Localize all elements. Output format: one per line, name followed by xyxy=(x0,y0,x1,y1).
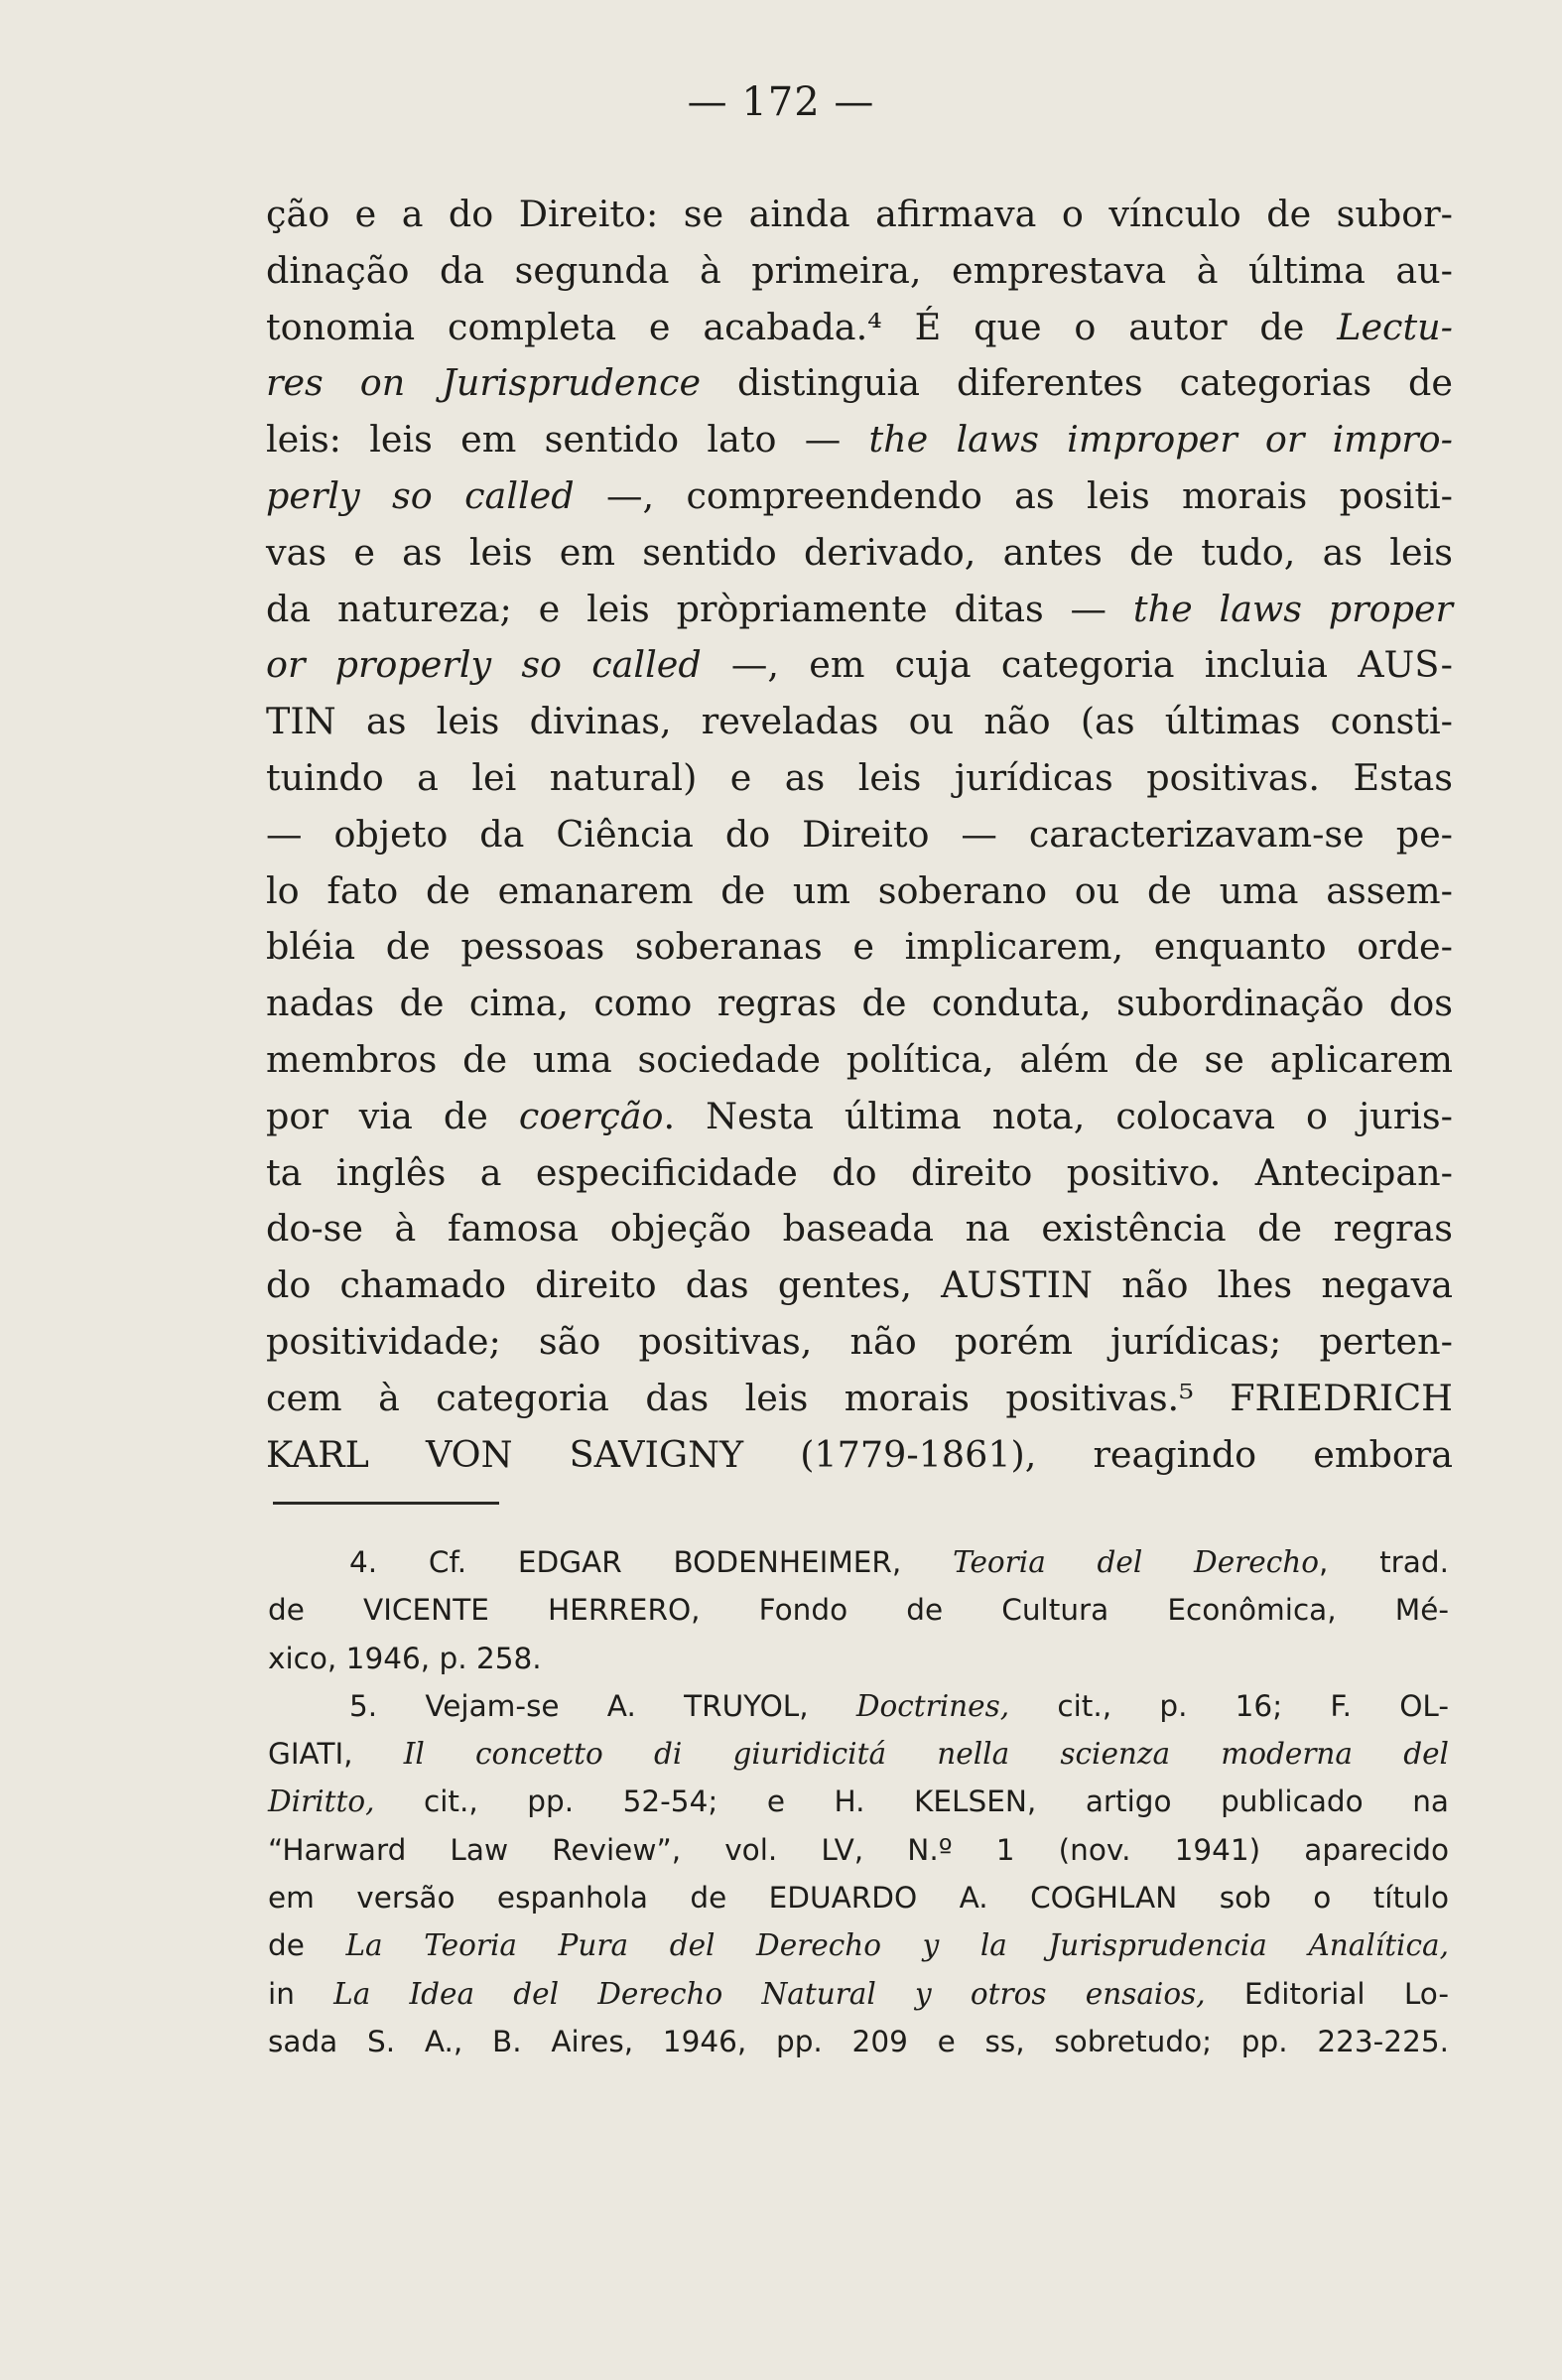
footnotes xyxy=(268,1538,1449,2065)
footnote-5-line: 5. Vejam-se A. TRUYOL, Doctrines, cit., p. 16; F. OL- xyxy=(349,1688,1449,1723)
body-line: res on Jurisprudence distinguia diferentes categorias de xyxy=(266,361,1454,405)
body-line: dinação da segunda à primeira, emprestava à última au- xyxy=(266,248,1453,292)
body-line: cem à categoria das leis morais positivas.⁵ FRIEDRICH xyxy=(266,1376,1453,1419)
body-line: ta inglês a especificidade do direito positivo. Antecipan- xyxy=(266,1150,1453,1194)
body-line: bléia de pessoas soberanas e implicarem, enquanto orde- xyxy=(266,925,1453,969)
footnote-5-line: sada S. A., B. Aires, 1946, pp. 209 e ss, sobretudo; pp. 223-225. xyxy=(268,2024,1449,2058)
footnote-5-line: “Harward Law Review”, vol. LV, N.º 1 (nov. 1941) aparecido xyxy=(268,1832,1449,1867)
body-line: por via de coerção. Nesta última nota, colocava o juris- xyxy=(266,1094,1453,1137)
body-line: vas e as leis em sentido derivado, antes de tudo, as leis xyxy=(266,530,1453,574)
footnote-4-line: xico, 1946, p. 258. xyxy=(268,1641,542,1675)
body-line: positividade; são positivas, não porém jurídicas; perten- xyxy=(266,1319,1453,1363)
footnote-5-line: em versão espanhola de EDUARDO A. COGHLAN sob o título xyxy=(268,1881,1449,1916)
footnote-5-line: de La Teoria Pura del Derecho y la Jurisprudencia Analítica, xyxy=(268,1928,1449,1963)
body-line: do-se à famosa objeção baseada na existência de regras xyxy=(266,1207,1453,1251)
footnote-5-line: Diritto, cit., pp. 52-54; e H. KELSEN, artigo publicado na xyxy=(268,1785,1449,1819)
body-line: tonomia completa e acabada.⁴ É que o autor de Lectu- xyxy=(266,305,1453,348)
footnote-4-line: 4. Cf. EDGAR BODENHEIMER, Teoria del Derecho, trad. xyxy=(349,1545,1449,1579)
footnote-5-line: in La Idea del Derecho Natural y otros ensaios, Editorial Lo- xyxy=(268,1976,1449,2011)
footnote-5-line: GIATI, Il concetto di giuridicitá nella scienza moderna del xyxy=(268,1737,1449,1772)
body-line: tuindo a lei natural) e as leis jurídicas positivas. Estas xyxy=(266,755,1453,799)
footnote-4-line: de VICENTE HERRERO, Fondo de Cultura Econômica, Mé- xyxy=(268,1593,1449,1628)
body-line: lo fato de emanarem de um soberano ou de uma assem- xyxy=(266,868,1453,912)
body-text xyxy=(266,187,1453,1483)
page-number: — 172 — xyxy=(687,79,875,125)
body-line: or properly so called —, em cuja categoria incluia AUS- xyxy=(266,643,1453,687)
body-line: leis: leis em sentido lato — the laws improper or impro- xyxy=(266,418,1453,462)
body-line: membros de uma sociedade política, além de se aplicarem xyxy=(266,1037,1453,1081)
body-line: nadas de cima, como regras de conduta, subordinação dos xyxy=(266,982,1453,1025)
body-line: TIN as leis divinas, reveladas ou não (as últimas consti- xyxy=(266,700,1453,743)
body-line: perly so called —, compreendendo as leis morais positi- xyxy=(266,473,1453,517)
body-line: da natureza; e leis pròpriamente ditas — the laws proper xyxy=(266,587,1454,630)
body-line: — objeto da Ciência do Direito — caracterizavam-se pe- xyxy=(266,812,1453,856)
body-line: do chamado direito das gentes, AUSTIN não lhes negava xyxy=(266,1263,1453,1307)
body-line: ção e a do Direito: se ainda afirmava o vínculo de subor- xyxy=(266,193,1453,235)
body-line: KARL VON SAVIGNY (1779-1861), reagindo embora xyxy=(266,1432,1453,1476)
footnote-divider xyxy=(273,1502,499,1505)
